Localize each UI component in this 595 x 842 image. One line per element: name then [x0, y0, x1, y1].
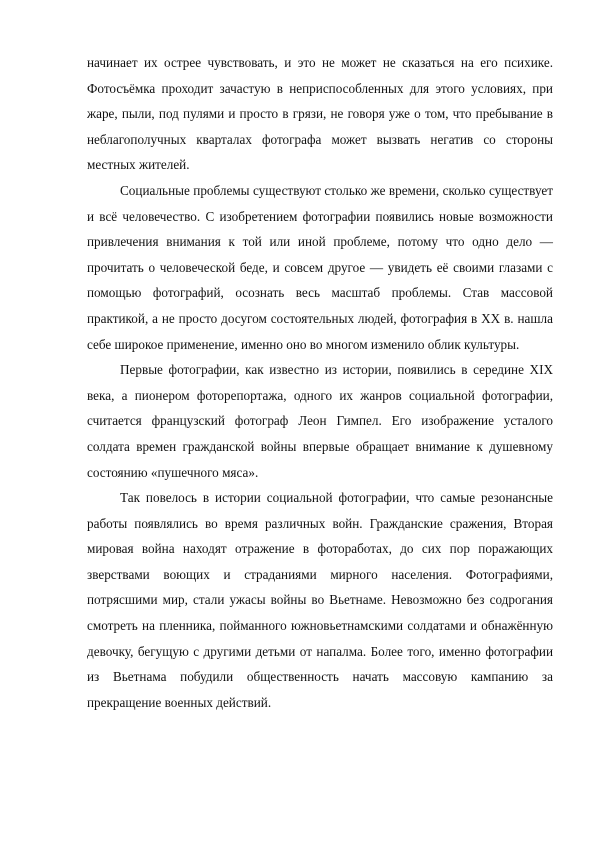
paragraph-2: Социальные проблемы существуют столько же времени, сколько существует и всё человечество. С изобретением фотографии появились новые возможности привлечения внимания к той или иной проблеме, потому что одно дело — прочитать о человеческой беде, и совсем другое — увидеть её своими глазами с помощью фотографий, осознать весь масштаб проблемы. Став массовой практикой, а не просто досугом состоятельных людей, фотография в XX в. нашла себе широкое применение, именно оно во многом изменило облик культуры. — [87, 182, 553, 352]
document-page — [87, 50, 553, 715]
paragraph-4: Так повелось в истории социальной фотографии, что самые резонансные работы появлялись во время различных войн. Гражданские сражения, Вторая мировая война находят отражение в фотоработах, до сих пор поражающих зверствами воющих и страданиями мирного населения. Фотографиями, потрясшими мир, стали ужасы войны во Вьетнаме. Невозможно без содрогания смотреть на пленника, пойманного южновьетнамскими солдатами и обнажённую девочку, бегущую с другими детьми от напалма. Более того, именно фотографии из Вьетнама побудили общественность начать массовую кампанию за прекращение военных действий. — [87, 490, 553, 710]
paragraph-3: Первые фотографии, как известно из истории, появились в середине XIX века, а пионером фоторепортажа, одного их жанров социальной фотографии, считается французский фотограф Леон Гимпел. Его изображение усталого солдата времен гражданской войны впервые обращает внимание к душевному состоянию «пушечного мяса». — [87, 362, 553, 480]
paragraph-1: начинает их острее чувствовать, и это не может не сказаться на его психике. Фотосъёмка проходит зачастую в неприспособленных для этого условиях, при жаре, пыли, под пулями и просто в грязи, не говоря уже о том, что пребывание в неблагополучных кварталах фотографа может вызвать негатив со стороны местных жителей. — [87, 55, 553, 173]
